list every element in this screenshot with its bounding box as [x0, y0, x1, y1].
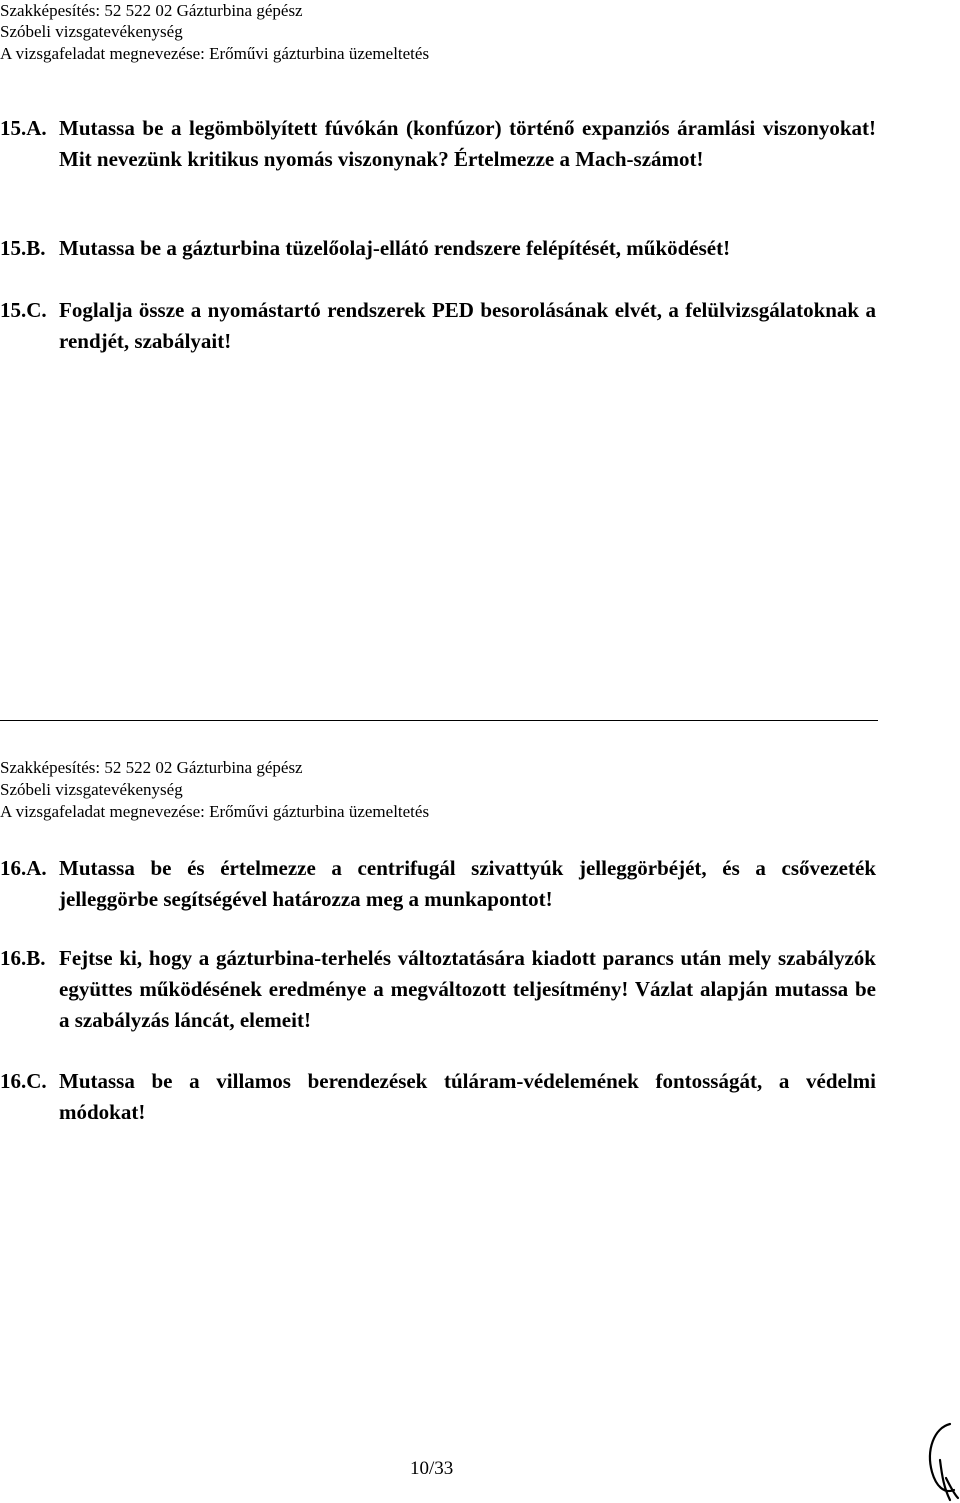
question-number: 15.B. [0, 236, 46, 260]
header-exam-type: Szóbeli vizsgatevékenység [0, 780, 183, 799]
header-task-name: A vizsgafeladat megnevezése: Erőművi gázturbina üzemeltetés [0, 802, 430, 821]
question-text: Mutassa be a gázturbina tüzelőolaj-ellátó rendszere felépítését, működését! [59, 236, 731, 260]
question-15b [0, 233, 876, 264]
question-text: Foglalja össze a nyomástartó rendszerek PED besorolásának elvét, a felülvizsgálatoknak a rendjét, szabályait! [59, 298, 876, 353]
question-text: Mutassa be a legömbölyített fúvókán (konfúzor) történő expanziós áramlási viszonyokat! Mit nevezünk kritikus nyomás viszonynak? Értelmezze a Mach-számot! [59, 116, 876, 171]
question-16c [0, 1066, 876, 1128]
question-number: 16.A. [0, 856, 47, 880]
signature-mark [920, 1420, 960, 1503]
question-number: 16.B. [0, 946, 46, 970]
section-divider [0, 720, 878, 721]
question-15c [0, 295, 876, 357]
question-number: 16.C. [0, 1069, 47, 1093]
question-text: Fejtse ki, hogy a gázturbina-terhelés változtatására kiadott parancs után mely szabályzók együttes működésének eredménye a megváltozott teljesítmény! Vázlat alapján mutassa be a szabályzás láncát, elemeit! [59, 946, 876, 1032]
header-task-name: A vizsgafeladat megnevezése: Erőművi gázturbina üzemeltetés [0, 44, 430, 63]
question-number: 15.C. [0, 298, 47, 322]
page-number: 10/33 [410, 1458, 454, 1479]
question-16a [0, 853, 876, 915]
question-number: 15.A. [0, 116, 47, 140]
question-15a [0, 113, 876, 175]
question-text: Mutassa be és értelmezze a centrifugál szivattyúk jelleggörbéjét, és a csővezeték jelleggörbe segítségével határozza meg a munkapontot! [59, 856, 876, 911]
question-text: Mutassa be a villamos berendezések túláram-védelemének fontosságát, a védelmi módokat! [59, 1069, 876, 1124]
header-specialization: Szakképesítés: 52 522 02 Gázturbina gépész [0, 1, 303, 20]
header-specialization: Szakképesítés: 52 522 02 Gázturbina gépész [0, 758, 303, 777]
question-16b [0, 943, 876, 1036]
header-exam-type: Szóbeli vizsgatevékenység [0, 22, 183, 41]
